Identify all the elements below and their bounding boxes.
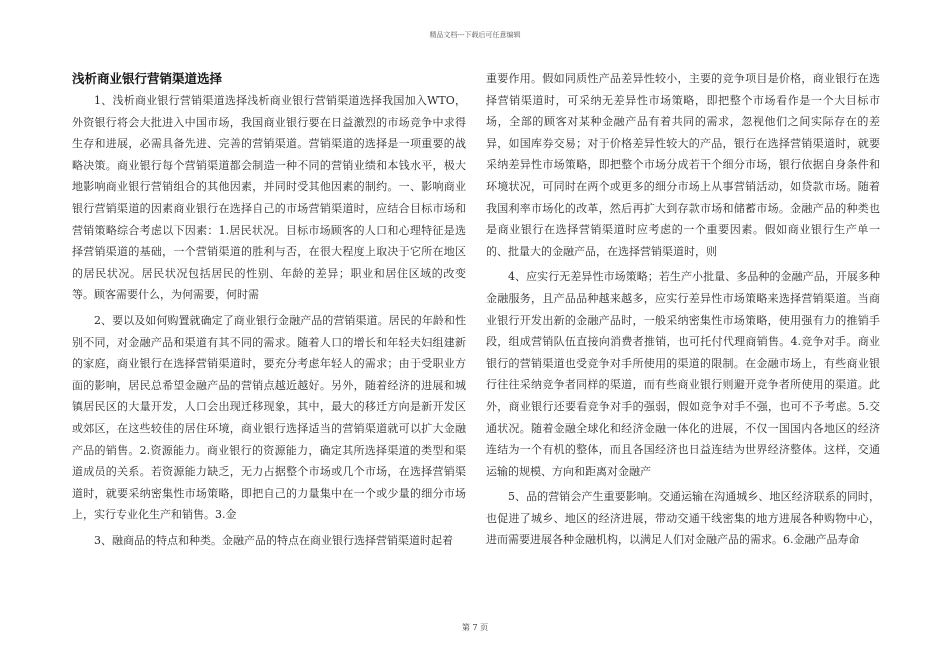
header-note: 精品文档---下载后可任意编辑 xyxy=(429,31,521,39)
right-column xyxy=(486,68,880,555)
paragraph: 重要作用。假如同质性产品差异性较小，主要的竞争项目是价格，商业银行在选择营销渠道时，可采纳无差异性市场策略，即把整个市场看作是一个大目标市场，全部的顾客对某种金融产品有着共同的需求，忽视他们之间实际存在的差异，如国库券交易；对于价格差异性较大的产品，银行在选择营销渠道时，就要采纳差异性市场策略，即把整个市场分成若干个细分市场，银行依据自身条件和环境状况，可同时在两个或更多的细分市场上从事营销活动，如贷款市场。随着我国利率市场化的改革，然后再扩大到存款市场和储蓄市场。金融产品的种类也是商业银行在选择营销渠道时应考虑的一个重要因素。假如商业银行生产单一的、批量大的金融产品，在选择营销渠道时，则 xyxy=(486,72,880,258)
paragraph: 2、要以及如何购置就确定了商业银行金融产品的营销渠道。居民的年龄和性别不同，对金融产品和渠道有其不同的需求。随着人口的增长和年轻夫妇组建新的家庭，商业银行在选择营销渠道时，要充分考虑年轻人的需求；由于受职业方面的影响，居民总希望金融产品的营销点越近越好。另外，随着经济的进展和城镇居民区的大量开发，人口会出现迁移现象，其中，最大的移迁方向是新开发区或郊区，在这些较佳的居住环境，商业银行选择适当的营销渠道就可以扩大金融产品的销售。2.资源能力。商业银行的资源能力，确定其所选择渠道的类型和渠道成员的关系。若资源能力缺乏，无力占据整个市场或几个市场，在选择营销渠道时，就要采纳密集性市场策略，即把自己的力量集中在一个或少量的细分市场上，实行专业化生产和销售。3.金 xyxy=(72,313,466,522)
paragraph: 5、品的营销会产生重要影响。交通运输在沟通城乡、地区经济联系的同时，也促进了城乡、地区的经济进展，带动交通干线密集的地方进展各种购物中心，进而需要进展各种金融机构，以满足人们对金融产品的需求。6.金融产品寿命 xyxy=(486,490,880,547)
left-column xyxy=(72,68,466,555)
paragraph: 3、融商品的特点和种类。金融产品的特点在商业银行选择营销渠道时起着 xyxy=(94,533,453,547)
page-number: 第 7 页 xyxy=(461,623,489,632)
paragraph: 4、应实行无差异性市场策略；若生产小批量、多品种的金融产品，开展多种金融服务，且产品品种越来越多，应实行差异性市场策略来选择营销渠道。当商业银行开发出新的金融产品时，一般采纳密集性市场策略，使用强有力的推销手段，组成营销队伍直接向消费者推销，也可托付代理商销售。4.竞争对手。商业银行的营销渠道也受竞争对手所使用的渠道的限制。在金融市场上，有些商业银行往往采纳竞争者同样的渠道，而有些商业银行则避开竞争者所使用的渠道。此外，商业银行还要看竞争对手的强弱，假如竞争对手不强，也可不予考虑。5.交通状况。随着金融全球化和经济金融一体化的进展，不仅一国国内各地区的经济连结为一个有机的整体，而且各国经济也日益连结为世界经济整体。这样，交通运输的规模、方向和距离对金融产 xyxy=(486,270,880,478)
document-title: 浅析商业银行营销渠道选择 xyxy=(72,71,223,86)
paragraph: 1、浅析商业银行营销渠道选择浅析商业银行营销渠道选择我国加入WTO，外资银行将会大批进入中国市场，我国商业银行要在日益激烈的市场竞争中求得生存和进展，必需具备先进、完善的营销渠道。营销渠道的选择是一项重要的战略决策。商业银行每个营销渠道都会制造一种不同的营销业绩和本钱水平，极大地影响商业银行营销组合的其他因素，并同时受其他因素的制约。一、影响商业银行营销渠道的因素商业银行在选择自己的市场营销渠道时，应结合目标市场和营销策略综合考虑以下因素：1.居民状况。目标市场顾客的人口和心理特征是选择营销渠道的基础，一个营销渠道的胜利与否，在很大程度上取决于它所在地区的居民状况。居民状况包括居民的性别、年龄的差异；职业和居住区域的改变等。顾客需要什么，为何需要，何时需 xyxy=(72,94,466,302)
